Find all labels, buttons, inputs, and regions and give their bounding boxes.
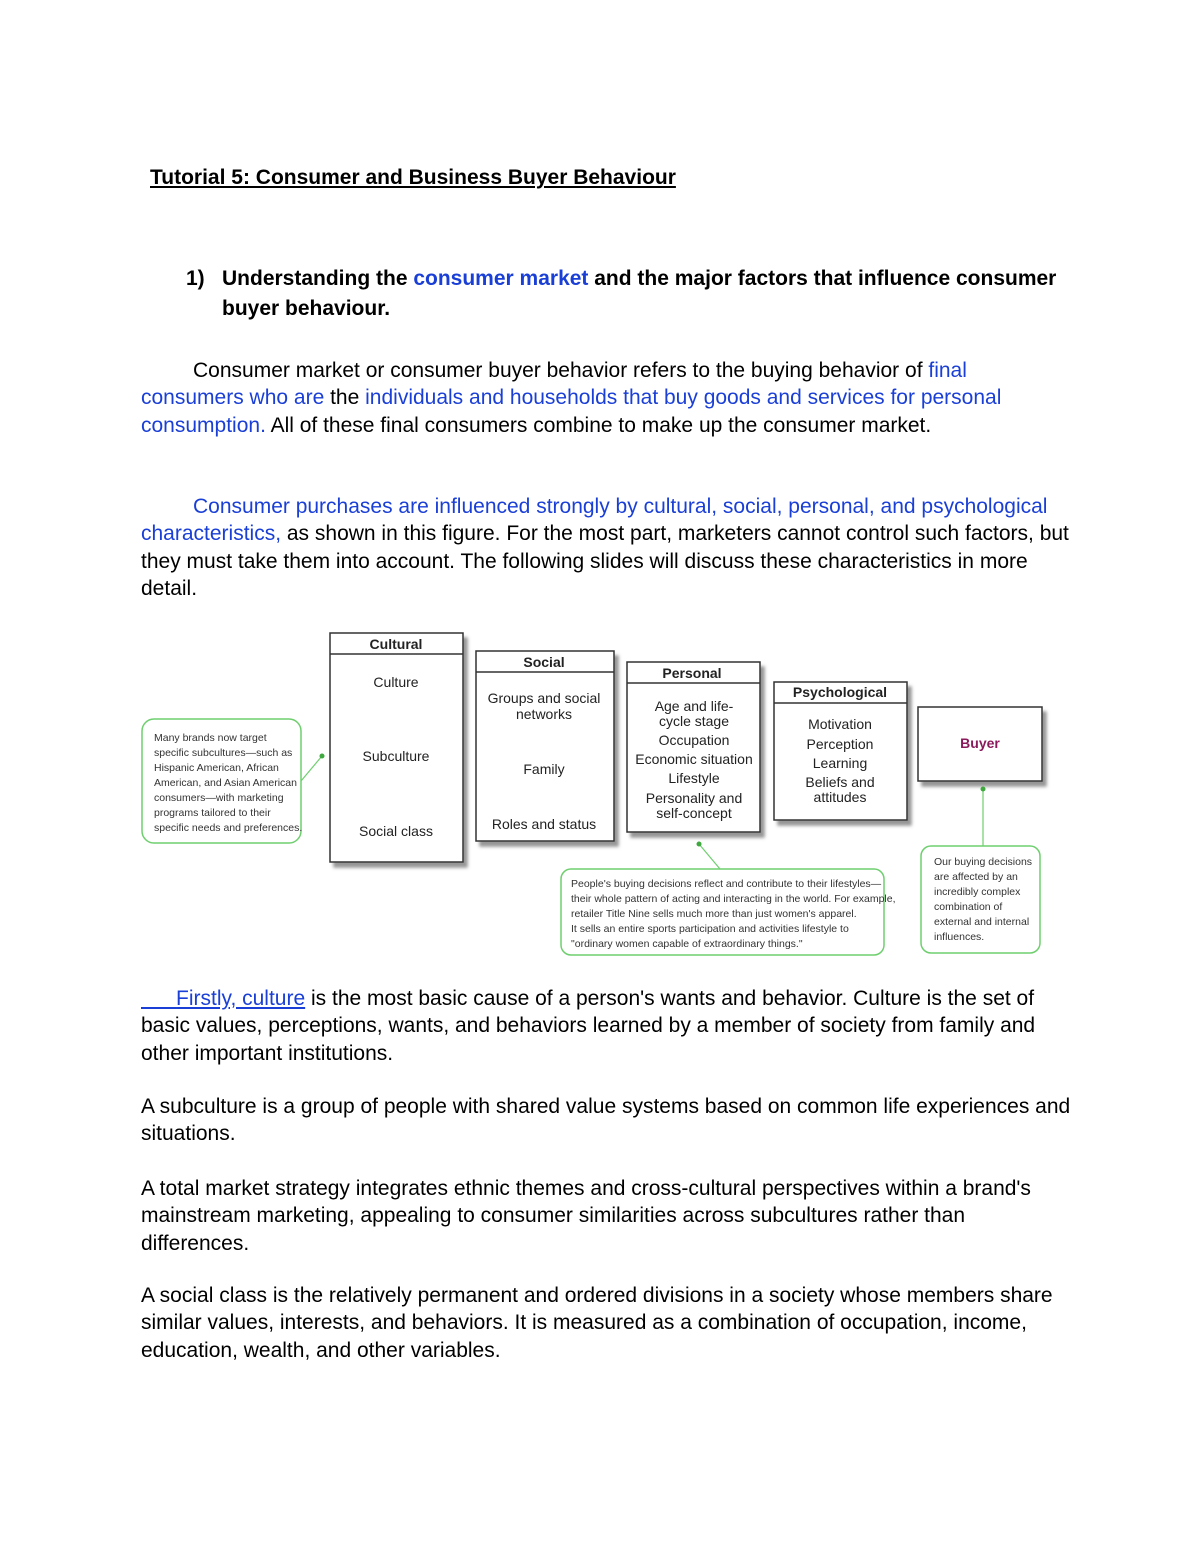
callout-complex-influences xyxy=(921,787,1040,954)
personal-item: self-concept xyxy=(656,805,732,821)
social-item: networks xyxy=(515,706,573,722)
social-item: Groups and social xyxy=(487,690,601,706)
culture-link[interactable] xyxy=(141,987,305,1010)
section-number: 1) xyxy=(186,267,205,290)
psychological-item: attitudes xyxy=(813,789,867,805)
callout-middle-line: It sells an entire sports participation and activities lifestyle to xyxy=(571,923,849,935)
callout-left-line: specific needs and preferences. xyxy=(154,822,303,834)
page-title: Tutorial 5: Consumer and Business Buyer Behaviour xyxy=(150,166,676,189)
callout-right-line: combination of xyxy=(934,901,1003,913)
callout-left-line: specific subcultures—such as xyxy=(154,747,293,759)
para1-text3: All of these final consumers combine to make up the consumer market. xyxy=(265,413,932,437)
cultural-item: Culture xyxy=(373,674,419,690)
callout-right-line: Our buying decisions xyxy=(934,856,1033,868)
callout-middle-line: People's buying decisions reflect and contribute to their lifestyles— xyxy=(571,878,882,890)
para2-blue: Consumer purchases are influenced strongly by cultural, social, personal, and psychological characteristics, xyxy=(141,495,1048,546)
buyer-title: Buyer xyxy=(960,735,1000,751)
cultural-box xyxy=(330,633,463,862)
callout-right-line: influences. xyxy=(934,931,985,943)
para1-text1: Consumer market or consumer buyer behavior refers to the buying behavior of xyxy=(193,359,929,382)
buyer-box xyxy=(918,707,1042,781)
callout-subcultures xyxy=(142,719,325,843)
personal-item: Lifestyle xyxy=(668,770,720,786)
psychological-item: Learning xyxy=(812,755,868,771)
psychological-item: Perception xyxy=(806,736,874,752)
heading-text-part2: and the major factors that influence consumer buyer behaviour. xyxy=(222,267,1057,320)
psychological-item: Beliefs and xyxy=(805,774,875,790)
personal-item: Age and life- xyxy=(654,698,734,714)
callout-middle-line: retailer Title Nine sells much more than just women's apparel. xyxy=(571,908,857,920)
personal-item: Economic situation xyxy=(635,751,753,767)
social-box xyxy=(476,651,614,841)
personal-box xyxy=(627,662,760,832)
para3-text: is the most basic cause of a person's wants and behavior. Culture is the set of basic values, perceptions, wants, and behaviors learned by a member of society from family and other important institutions. xyxy=(141,987,1036,1065)
personal-item: cycle stage xyxy=(658,713,730,729)
para2-text: as shown in this figure. For the most part, marketers cannot control such factors, but they must take them into account. The following slides will discuss these characteristics in more detail. xyxy=(141,522,1069,600)
personal-item: Personality and xyxy=(645,790,743,806)
social-item: Family xyxy=(523,761,565,777)
callout-right-line: are affected by an xyxy=(934,871,1018,883)
callout-middle-line: their whole pattern of acting and interacting in the world. For example, xyxy=(571,893,896,905)
para1-blue1: final consumers who are xyxy=(141,359,967,410)
personal-title: Personal xyxy=(662,665,722,681)
social-item: Roles and status xyxy=(491,816,597,832)
heading-text-part1: Understanding the xyxy=(222,267,414,290)
callout-left-line: Hispanic American, African xyxy=(154,762,279,774)
callout-lifestyles xyxy=(561,842,896,956)
paragraph-culture xyxy=(141,985,1071,1067)
psychological-item: Motivation xyxy=(808,716,872,732)
culture-link-text: Firstly, culture xyxy=(176,987,306,1010)
para1-blue2: individuals and households that buy goods and services for personal consumption. xyxy=(141,386,1002,437)
callout-middle-line: "ordinary women capable of extraordinary things." xyxy=(571,938,803,950)
callout-right-line: incredibly complex xyxy=(934,886,1021,898)
paragraph-total-market: A total market strategy integrates ethnic themes and cross-cultural perspectives within a brand's mainstream marketing, appealing to consumer similarities across subcultures rather than differences. xyxy=(141,1177,1031,1255)
callout-left-line: programs tailored to their xyxy=(154,807,271,819)
personal-item: Occupation xyxy=(658,732,730,748)
callout-left-line: Many brands now target xyxy=(154,732,267,744)
psychological-box xyxy=(774,682,907,820)
callout-left-line: American, and Asian American xyxy=(154,777,297,789)
heading-highlight: consumer market xyxy=(413,267,589,290)
paragraph-subculture: A subculture is a group of people with shared value systems based on common life experiences and situations. xyxy=(141,1095,1071,1146)
psychological-title: Psychological xyxy=(792,684,888,700)
social-title: Social xyxy=(523,654,565,670)
cultural-item: Subculture xyxy=(362,748,430,764)
paragraph-social-class: A social class is the relatively permanent and ordered divisions in a society whose members share similar values, interests, and behaviors. It is measured as a combination of occupation, income, education, wealth, and other variables. xyxy=(141,1284,1053,1362)
callout-right-line: external and internal xyxy=(934,916,1030,928)
cultural-item: Social class xyxy=(359,823,433,839)
para1-text2: the xyxy=(324,386,366,410)
callout-left-line: consumers—with marketing xyxy=(154,792,284,804)
cultural-title: Cultural xyxy=(369,636,423,652)
